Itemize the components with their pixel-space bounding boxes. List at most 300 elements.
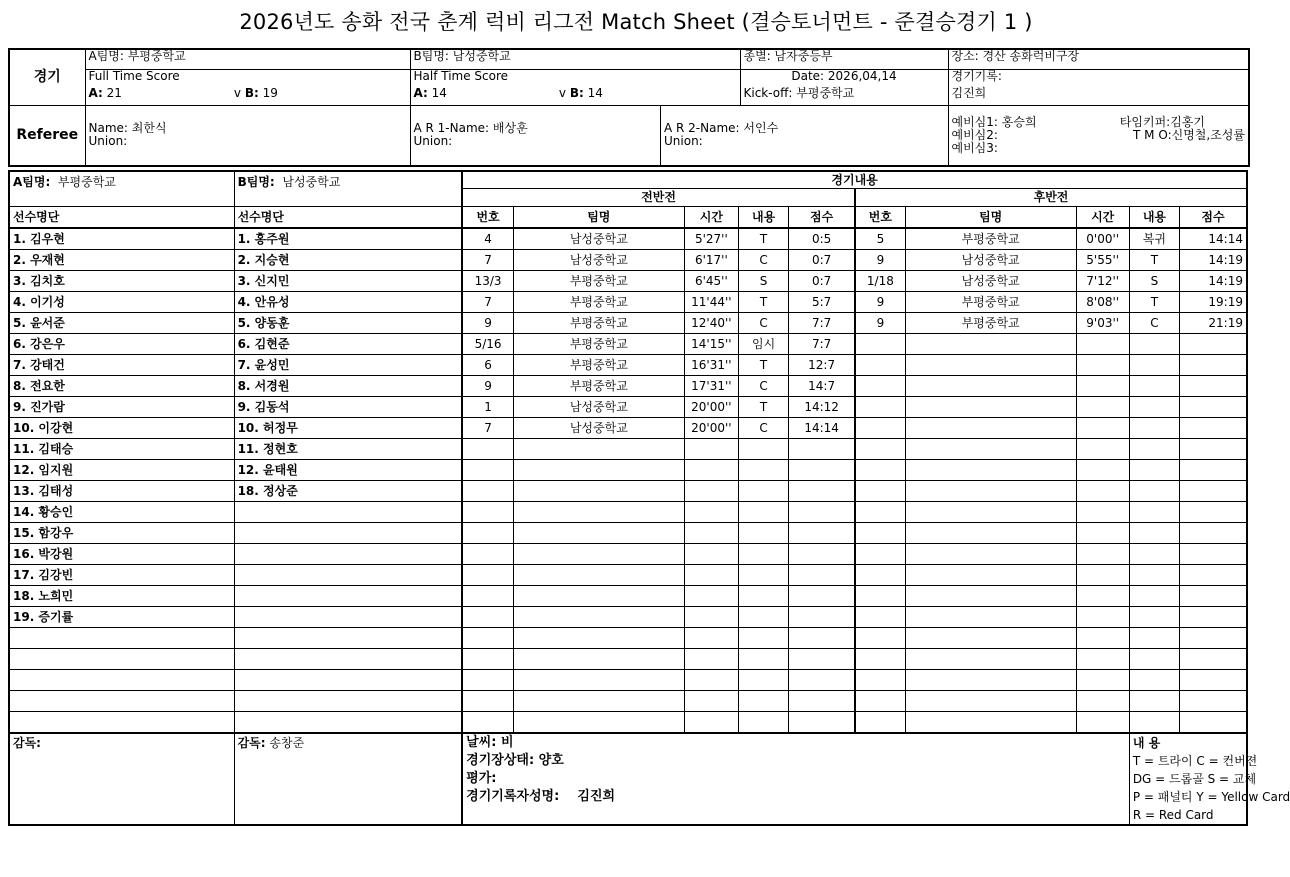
table-row bbox=[9, 565, 1247, 586]
first-half-score bbox=[789, 586, 855, 607]
second-half-content bbox=[1129, 586, 1179, 607]
first-half-content bbox=[738, 460, 788, 481]
first-half-time: 20'00'' bbox=[684, 397, 738, 418]
first-half-number bbox=[462, 607, 513, 628]
player-b bbox=[234, 607, 462, 628]
player-b: 1. 홍주원 bbox=[234, 228, 462, 250]
rating: 평가: bbox=[466, 771, 497, 786]
player-a: 6. 강은우 bbox=[9, 334, 234, 355]
half-time-label: Half Time Score bbox=[410, 69, 740, 87]
second-half-content bbox=[1129, 649, 1179, 670]
first-half-content: C bbox=[738, 313, 788, 334]
player-a: 14. 황승인 bbox=[9, 502, 234, 523]
first-half-number: 5/16 bbox=[462, 334, 513, 355]
table-row bbox=[9, 313, 1247, 334]
first-half-time bbox=[684, 523, 738, 544]
first-half-team bbox=[513, 670, 684, 691]
venue: 장소: 경산 송화럭비구장 bbox=[948, 49, 1249, 69]
player-b: 10. 허정무 bbox=[234, 418, 462, 439]
second-half-score: 14:19 bbox=[1180, 271, 1247, 292]
first-half-number-header: 번호 bbox=[462, 207, 513, 229]
player-a: 3. 김치호 bbox=[9, 271, 234, 292]
second-half-time bbox=[1076, 376, 1129, 397]
player-a bbox=[9, 691, 234, 712]
weather: 날씨: 비 bbox=[466, 735, 514, 750]
second-half-time bbox=[1076, 481, 1129, 502]
second-half-team bbox=[905, 460, 1076, 481]
second-half-content: T bbox=[1129, 250, 1179, 271]
second-half-number bbox=[855, 628, 905, 649]
second-half-score bbox=[1180, 712, 1247, 734]
second-half-time: 8'08'' bbox=[1076, 292, 1129, 313]
second-half-time bbox=[1076, 628, 1129, 649]
first-half-content bbox=[738, 691, 788, 712]
second-half-time bbox=[1076, 544, 1129, 565]
table-row bbox=[9, 607, 1247, 628]
second-half-number bbox=[855, 607, 905, 628]
first-half-number: 1 bbox=[462, 397, 513, 418]
second-half-number: 1/18 bbox=[855, 271, 905, 292]
table-row bbox=[9, 544, 1247, 565]
first-half-content bbox=[738, 586, 788, 607]
coach-b: 감독: 송창준 bbox=[234, 733, 462, 825]
first-half-time: 14'15'' bbox=[684, 334, 738, 355]
second-half-team bbox=[905, 628, 1076, 649]
player-b bbox=[234, 649, 462, 670]
first-half-score bbox=[789, 544, 855, 565]
first-half-time bbox=[684, 439, 738, 460]
first-half-score bbox=[789, 565, 855, 586]
match-label: 경기 bbox=[9, 49, 85, 105]
second-half-time bbox=[1076, 334, 1129, 355]
second-half-time bbox=[1076, 649, 1129, 670]
reserve-officials: 예비심1: 홍승희 타임키퍼:김홍기 예비심2: T M O:신명철,조성률 예비심3: bbox=[948, 105, 1249, 166]
second-half-number bbox=[855, 670, 905, 691]
second-half-content bbox=[1129, 565, 1179, 586]
second-half-content bbox=[1129, 397, 1179, 418]
second-half-team bbox=[905, 355, 1076, 376]
player-a: 10. 이강현 bbox=[9, 418, 234, 439]
first-half-team: 부평중학교 bbox=[513, 292, 684, 313]
second-half-content bbox=[1129, 670, 1179, 691]
second-half-team bbox=[905, 586, 1076, 607]
second-half-content bbox=[1129, 334, 1179, 355]
table-row bbox=[9, 712, 1247, 734]
first-half-score bbox=[789, 649, 855, 670]
recorder-label: 경기기록: bbox=[951, 68, 1002, 83]
first-half-time: 20'00'' bbox=[684, 418, 738, 439]
table-row bbox=[9, 271, 1247, 292]
player-b bbox=[234, 523, 462, 544]
player-b bbox=[234, 691, 462, 712]
first-half-team bbox=[513, 502, 684, 523]
second-half-number bbox=[855, 334, 905, 355]
player-a: 9. 진가람 bbox=[9, 397, 234, 418]
second-half-content bbox=[1129, 691, 1179, 712]
first-half-score bbox=[789, 691, 855, 712]
first-half-team bbox=[513, 481, 684, 502]
first-half-time bbox=[684, 586, 738, 607]
first-half-content: T bbox=[738, 292, 788, 313]
first-half-number: 4 bbox=[462, 228, 513, 250]
first-half-number bbox=[462, 502, 513, 523]
first-half-team bbox=[513, 460, 684, 481]
first-half-team: 부평중학교 bbox=[513, 334, 684, 355]
second-half-team bbox=[905, 439, 1076, 460]
table-row bbox=[9, 292, 1247, 313]
second-half-time bbox=[1076, 460, 1129, 481]
second-half-team bbox=[905, 376, 1076, 397]
second-half-team bbox=[905, 691, 1076, 712]
player-b bbox=[234, 670, 462, 691]
first-half-number bbox=[462, 565, 513, 586]
first-half-team bbox=[513, 565, 684, 586]
first-half-time: 5'27'' bbox=[684, 228, 738, 250]
first-half-content: T bbox=[738, 228, 788, 250]
first-half-number bbox=[462, 523, 513, 544]
player-a: 8. 전요한 bbox=[9, 376, 234, 397]
second-half-time bbox=[1076, 502, 1129, 523]
table-row bbox=[9, 670, 1247, 691]
first-half-content bbox=[738, 523, 788, 544]
category: 종별: 남자중등부 bbox=[740, 49, 948, 69]
table-row bbox=[9, 481, 1247, 502]
second-half-score: 14:14 bbox=[1180, 228, 1247, 250]
second-half-content bbox=[1129, 376, 1179, 397]
player-b bbox=[234, 565, 462, 586]
match-info-table bbox=[8, 48, 1250, 167]
first-half-number bbox=[462, 586, 513, 607]
second-half-team: 남성중학교 bbox=[905, 271, 1076, 292]
player-a: 18. 노희민 bbox=[9, 586, 234, 607]
first-half-content bbox=[738, 565, 788, 586]
first-half-team bbox=[513, 649, 684, 670]
second-half-time: 5'55'' bbox=[1076, 250, 1129, 271]
first-half-team: 부평중학교 bbox=[513, 313, 684, 334]
second-half-content bbox=[1129, 628, 1179, 649]
second-half-content bbox=[1129, 607, 1179, 628]
first-half-number bbox=[462, 481, 513, 502]
second-half-content bbox=[1129, 544, 1179, 565]
table-row bbox=[9, 586, 1247, 607]
second-half-number bbox=[855, 544, 905, 565]
player-a: 15. 함강우 bbox=[9, 523, 234, 544]
second-half-number bbox=[855, 649, 905, 670]
second-half-team bbox=[905, 481, 1076, 502]
first-half-content bbox=[738, 439, 788, 460]
match-conditions bbox=[462, 733, 1129, 825]
referee-info bbox=[85, 105, 410, 166]
referee-union: Union: bbox=[88, 134, 128, 148]
table-row bbox=[9, 418, 1247, 439]
second-half-score bbox=[1180, 523, 1247, 544]
first-half-time: 16'31'' bbox=[684, 355, 738, 376]
first-half-score: 7:7 bbox=[789, 334, 855, 355]
coach-a: 감독: bbox=[9, 733, 234, 825]
player-a: 1. 김우현 bbox=[9, 228, 234, 250]
player-b: 4. 안유성 bbox=[234, 292, 462, 313]
second-half-content bbox=[1129, 502, 1179, 523]
second-half-team-header: 팀명 bbox=[905, 207, 1076, 229]
second-half-team bbox=[905, 565, 1076, 586]
first-half-time bbox=[684, 712, 738, 734]
second-half-score bbox=[1180, 397, 1247, 418]
second-half-score bbox=[1180, 544, 1247, 565]
first-half-number: 9 bbox=[462, 313, 513, 334]
second-half-content bbox=[1129, 355, 1179, 376]
first-half-content bbox=[738, 649, 788, 670]
second-half-number: 5 bbox=[855, 228, 905, 250]
second-half-score: 14:19 bbox=[1180, 250, 1247, 271]
first-half-time bbox=[684, 565, 738, 586]
first-half-number: 13/3 bbox=[462, 271, 513, 292]
first-half-time bbox=[684, 481, 738, 502]
roster-a-team: A팀명: 부평중학교 bbox=[9, 171, 234, 207]
second-half-time bbox=[1076, 439, 1129, 460]
second-half-score bbox=[1180, 607, 1247, 628]
first-half-content: C bbox=[738, 376, 788, 397]
player-b: 18. 정상준 bbox=[234, 481, 462, 502]
second-half-time bbox=[1076, 607, 1129, 628]
second-half-score: 21:19 bbox=[1180, 313, 1247, 334]
kickoff: Kick-off: 부평중학교 bbox=[740, 87, 948, 105]
second-half-team bbox=[905, 397, 1076, 418]
first-half-team bbox=[513, 712, 684, 734]
first-half-number bbox=[462, 670, 513, 691]
first-half-number bbox=[462, 439, 513, 460]
second-half-number bbox=[855, 712, 905, 734]
second-half-content-header: 내용 bbox=[1129, 207, 1179, 229]
second-half-content: 복귀 bbox=[1129, 228, 1179, 250]
table-row bbox=[9, 355, 1247, 376]
player-a: 13. 김태성 bbox=[9, 481, 234, 502]
first-half-score bbox=[789, 712, 855, 734]
second-half-score bbox=[1180, 376, 1247, 397]
first-half-score bbox=[789, 502, 855, 523]
first-half-content bbox=[738, 607, 788, 628]
first-half-score bbox=[789, 460, 855, 481]
table-row bbox=[9, 334, 1247, 355]
team-b-name: B팀명: 남성중학교 bbox=[410, 49, 740, 69]
ground-condition: 경기장상태: 양호 bbox=[466, 753, 564, 768]
second-half-number bbox=[855, 376, 905, 397]
player-b bbox=[234, 544, 462, 565]
player-b bbox=[234, 712, 462, 734]
second-half-score bbox=[1180, 481, 1247, 502]
second-half-time bbox=[1076, 565, 1129, 586]
page-title: 2026년도 송화 전국 춘계 럭비 리그전 Match Sheet (결승토너먼트 - 준결승경기 1 ) bbox=[239, 10, 1033, 34]
table-row bbox=[9, 691, 1247, 712]
first-half-number: 6 bbox=[462, 355, 513, 376]
table-row bbox=[9, 502, 1247, 523]
first-half-team bbox=[513, 523, 684, 544]
second-half-score bbox=[1180, 460, 1247, 481]
first-half-score: 5:7 bbox=[789, 292, 855, 313]
referee-label: Referee bbox=[9, 105, 85, 166]
first-half-number bbox=[462, 544, 513, 565]
second-half-time bbox=[1076, 712, 1129, 734]
first-half-time bbox=[684, 670, 738, 691]
second-half-team: 부평중학교 bbox=[905, 313, 1076, 334]
second-half-score bbox=[1180, 628, 1247, 649]
player-a: 17. 김강빈 bbox=[9, 565, 234, 586]
second-half-team: 부평중학교 bbox=[905, 292, 1076, 313]
full-time-score: A: 21 v B: 19 bbox=[85, 87, 410, 105]
first-half-score: 0:7 bbox=[789, 271, 855, 292]
second-half-number: 9 bbox=[855, 292, 905, 313]
table-row bbox=[9, 628, 1247, 649]
player-b: 12. 윤태원 bbox=[234, 460, 462, 481]
player-a: 2. 우재현 bbox=[9, 250, 234, 271]
first-half-time: 17'31'' bbox=[684, 376, 738, 397]
first-half-number bbox=[462, 628, 513, 649]
second-half-score bbox=[1180, 670, 1247, 691]
first-half-team: 남성중학교 bbox=[513, 250, 684, 271]
second-half-score bbox=[1180, 355, 1247, 376]
second-half-content bbox=[1129, 439, 1179, 460]
second-half-team bbox=[905, 502, 1076, 523]
first-half-team-header: 팀명 bbox=[513, 207, 684, 229]
second-half-time: 0'00'' bbox=[1076, 228, 1129, 250]
second-half-score bbox=[1180, 418, 1247, 439]
first-half-number: 7 bbox=[462, 292, 513, 313]
first-half-time bbox=[684, 607, 738, 628]
first-half-score: 14:7 bbox=[789, 376, 855, 397]
player-b bbox=[234, 502, 462, 523]
first-half-score bbox=[789, 481, 855, 502]
roster-a-header: 선수명단 bbox=[9, 207, 234, 229]
second-half-title: 후반전 bbox=[855, 189, 1247, 207]
second-half-number bbox=[855, 460, 905, 481]
second-half-team bbox=[905, 544, 1076, 565]
second-half-score bbox=[1180, 586, 1247, 607]
player-b: 3. 신지민 bbox=[234, 271, 462, 292]
column-header-row bbox=[9, 207, 1247, 229]
second-half-number bbox=[855, 481, 905, 502]
second-half-time bbox=[1076, 418, 1129, 439]
first-half-team: 남성중학교 bbox=[513, 418, 684, 439]
player-b: 7. 윤성민 bbox=[234, 355, 462, 376]
second-half-time bbox=[1076, 523, 1129, 544]
second-half-team: 부평중학교 bbox=[905, 228, 1076, 250]
first-half-number: 7 bbox=[462, 250, 513, 271]
second-half-team: 남성중학교 bbox=[905, 250, 1076, 271]
first-half-score bbox=[789, 628, 855, 649]
second-half-number bbox=[855, 691, 905, 712]
first-half-team: 부평중학교 bbox=[513, 355, 684, 376]
second-half-number: 9 bbox=[855, 250, 905, 271]
table-row bbox=[9, 460, 1247, 481]
second-half-content bbox=[1129, 418, 1179, 439]
first-half-team bbox=[513, 691, 684, 712]
player-a bbox=[9, 628, 234, 649]
second-half-time: 7'12'' bbox=[1076, 271, 1129, 292]
table-row bbox=[9, 250, 1247, 271]
first-half-time-header: 시간 bbox=[684, 207, 738, 229]
table-row bbox=[9, 523, 1247, 544]
second-half-team bbox=[905, 523, 1076, 544]
player-a: 19. 증기률 bbox=[9, 607, 234, 628]
roster-b-team: B팀명: 남성중학교 bbox=[234, 171, 462, 207]
first-half-number: 9 bbox=[462, 376, 513, 397]
first-half-score bbox=[789, 607, 855, 628]
first-half-score: 12:7 bbox=[789, 355, 855, 376]
second-half-score bbox=[1180, 649, 1247, 670]
first-half-content: T bbox=[738, 355, 788, 376]
table-row bbox=[9, 228, 1247, 250]
player-a: 16. 박강원 bbox=[9, 544, 234, 565]
second-half-content: T bbox=[1129, 292, 1179, 313]
second-half-team bbox=[905, 649, 1076, 670]
second-half-number-header: 번호 bbox=[855, 207, 905, 229]
player-b bbox=[234, 628, 462, 649]
first-half-score bbox=[789, 670, 855, 691]
first-half-team bbox=[513, 586, 684, 607]
first-half-score: 7:7 bbox=[789, 313, 855, 334]
first-half-content: C bbox=[738, 418, 788, 439]
second-half-team bbox=[905, 712, 1076, 734]
first-half-content-header: 내용 bbox=[738, 207, 788, 229]
first-half-score bbox=[789, 523, 855, 544]
first-half-content: C bbox=[738, 250, 788, 271]
first-half-time: 6'17'' bbox=[684, 250, 738, 271]
ar1: A R 1-Name: 배상훈 Union: bbox=[411, 106, 661, 165]
first-half-number bbox=[462, 712, 513, 734]
first-half-time bbox=[684, 502, 738, 523]
first-half-team: 부평중학교 bbox=[513, 376, 684, 397]
assistant-referees bbox=[410, 105, 948, 166]
second-half-content bbox=[1129, 523, 1179, 544]
first-half-content bbox=[738, 628, 788, 649]
second-half-time bbox=[1076, 355, 1129, 376]
player-a bbox=[9, 670, 234, 691]
second-half-content: C bbox=[1129, 313, 1179, 334]
second-half-content bbox=[1129, 481, 1179, 502]
player-b: 5. 양동훈 bbox=[234, 313, 462, 334]
first-half-time bbox=[684, 649, 738, 670]
second-half-number: 9 bbox=[855, 313, 905, 334]
first-half-time: 6'45'' bbox=[684, 271, 738, 292]
second-half-score bbox=[1180, 439, 1247, 460]
first-half-team bbox=[513, 544, 684, 565]
first-half-content: S bbox=[738, 271, 788, 292]
first-half-score: 0:7 bbox=[789, 250, 855, 271]
first-half-time bbox=[684, 691, 738, 712]
first-half-score-header: 점수 bbox=[789, 207, 855, 229]
recorder-signature: 경기기록자성명: 김진희 bbox=[466, 789, 616, 804]
second-half-number bbox=[855, 397, 905, 418]
legend: 내 용 T = 트라이 C = 컨버젼 DG = 드롭골 S = 교체 P = 패널티 Y = Yellow Card R = Red Card bbox=[1129, 733, 1247, 825]
first-half-title: 전반전 bbox=[462, 189, 855, 207]
player-b: 2. 지승현 bbox=[234, 250, 462, 271]
second-half-number bbox=[855, 355, 905, 376]
table-row bbox=[9, 397, 1247, 418]
player-a: 7. 강태건 bbox=[9, 355, 234, 376]
referee-name: Name: 최한식 bbox=[88, 121, 167, 135]
second-half-content: S bbox=[1129, 271, 1179, 292]
second-half-team bbox=[905, 607, 1076, 628]
second-half-time bbox=[1076, 670, 1129, 691]
second-half-time bbox=[1076, 586, 1129, 607]
player-b: 11. 정현호 bbox=[234, 439, 462, 460]
first-half-team: 부평중학교 bbox=[513, 271, 684, 292]
table-row bbox=[9, 439, 1247, 460]
first-half-score: 0:5 bbox=[789, 228, 855, 250]
first-half-content bbox=[738, 712, 788, 734]
ar2: A R 2-Name: 서인수 Union: bbox=[664, 121, 779, 148]
first-half-content: T bbox=[738, 397, 788, 418]
second-half-team bbox=[905, 670, 1076, 691]
